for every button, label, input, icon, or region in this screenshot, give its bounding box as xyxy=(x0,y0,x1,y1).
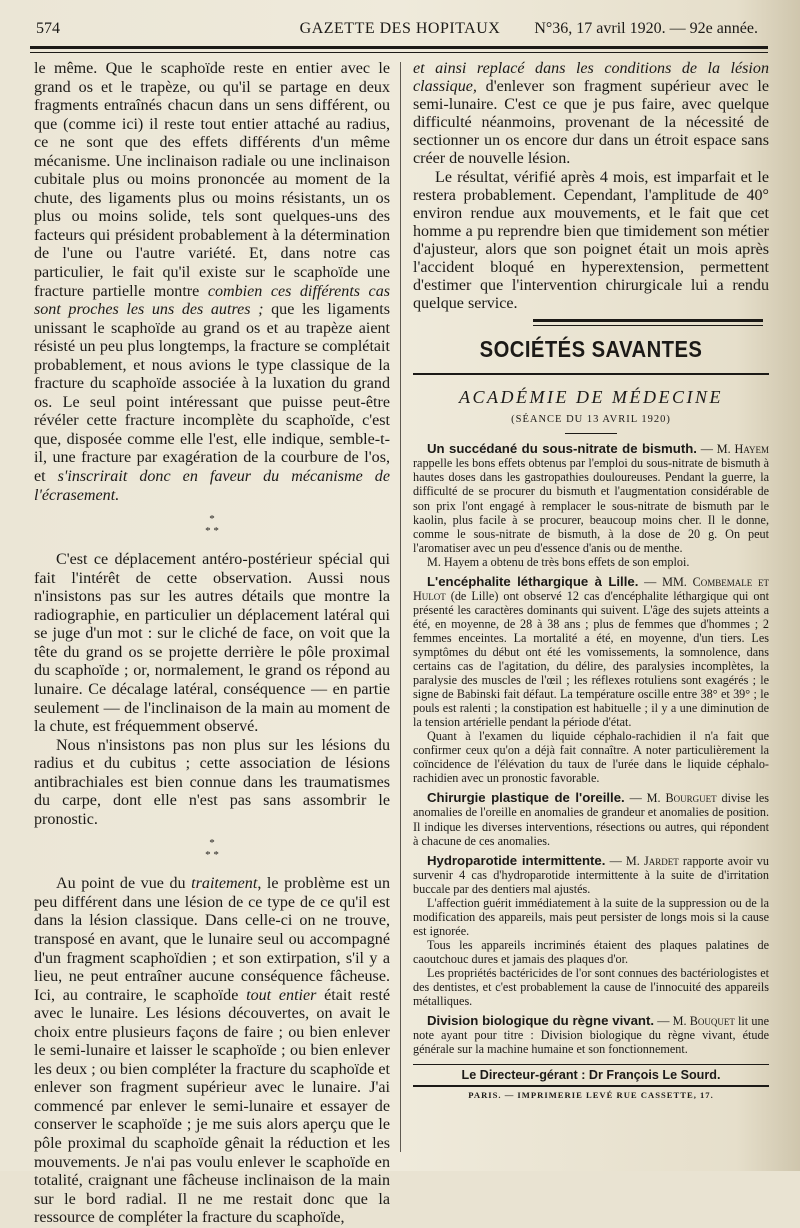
section-asterisks-1: * * * xyxy=(205,513,219,538)
footer-rule xyxy=(413,1064,769,1065)
left-column xyxy=(34,60,390,1228)
short-rule xyxy=(565,433,617,434)
item-encephalite: L'encéphalite léthargique à Lille. — MM. Combemale et Hulot (de Lille) ont observé 12 cas d'encéphalite léthargique qui ont présenté les caractères dominants qui suivent. L'âge des sujets atteints a été, en moyenne, de 28 à 38 ans ; plus de femmes que d'hommes ; 2 femmes enceintes. La mortalité a été, en moyenne, d'un tiers. Les symptômes du début ont été les vomissements, la somnolence, dans certains cas de l'agitation, du délire, des paralysies incomplètes, la paralysie des muscles de l'œil ; les réflexes rotuliens sont exagérés ; le signe de Babinski fait défaut. La température oscille entre 38° et 39° ; le pouls est ralenti ; la constipation est habituelle ; il y a une diminution de la tension artérielle pendant la période d'état. xyxy=(413,573,769,730)
page-header xyxy=(30,20,770,44)
item-author: Jardet xyxy=(643,853,679,868)
item-author: Bourguet xyxy=(665,791,717,806)
item-heading: Un succédané du sous-nitrate de bismuth. xyxy=(427,441,697,457)
section-rule-thin xyxy=(533,325,763,326)
footer-director: Le Directeur-gérant : Dr François Le Sourd. xyxy=(461,1068,721,1083)
item-division: Division biologique du règne vivant. — M. Bouquet lit une note ayant pour titre : Division biologique du règne vivant, étude générale sur la machine humaine et son fonctionnement. xyxy=(413,1013,769,1057)
item-hydroparotide-extra: L'affection guérit immédiatement à la suite de la suppression ou de la modification des appareils, mais peut persister de longs mois si la cause est ignorée. xyxy=(413,895,769,938)
left-paragraph-4: Au point de vue du traitement, le problème est un peu différent dans une lésion de ce type de ce qu'il est dans la lésion classique. Dans celle-ci on ne trouve, transposé en avant, que le lunaire seul ou accompagné d'un fragment scaphoïdien ; et son extirpation, s'il y a lieu, ne peut entraîner aucune conséquence fâcheuse. Ici, au contraire, le scaphoïde tout entier était resté avec le lunaire. Les lésions découvertes, on avait le choix entre plusieurs façons de faire ; ou bien enlever le semi-lunaire et laisser le scaphoïde ; ou bien enlever les deux ; ou bien compléter la fracture du scaphoïde et enlever son fragment supérieur avec le lunaire. J'ai commencé par enlever le semi-lunaire et essayer de conserver le scaphoïde ; je me suis alors aperçu que le pôle proximal du scaphoïde gênait la réduction et les mouvements. Je n'ai pas voulu enlever le scaphoïde en totalité, craignant une fâcheuse inclinaison de la main sur le bord radial. Il ne me restait donc que la ressource de compléter la fracture du scaphoïde, xyxy=(34,875,390,1227)
item-oreille: Chirurgie plastique de l'oreille. — M. Bourguet divise les anomalies de l'oreille en anomalies de grandeur et anomalies de position. Il indique les diverses interventions, résections ou autres, qui répondent à chacune de ces anomalies. xyxy=(413,790,770,848)
section-title-rule xyxy=(413,373,769,375)
journal-title: GAZETTE DES HOPITAUX xyxy=(299,20,501,37)
item-encephalite-extra: Quant à l'examen du liquide céphalo-rachidien il n'a fait que confirmer ceux qu'on a déjà fait connaître. A noter particulièrement la coïncidence de l'élévation du taux de l'urée dans le liquide céphalo-rachidien avec un pronostic favorable. xyxy=(413,729,769,786)
academy-title: ACADÉMIE DE MÉDECINE xyxy=(459,387,723,408)
item-author: Hayem xyxy=(734,442,769,457)
item-hydroparotide-extra2: Tous les appareils incriminés étaient des plaques palatines de caoutchouc dures et jamais des plaques d'or. xyxy=(413,937,769,966)
item-hydroparotide-extra3: Les propriétés bactéricides de l'or sont connues des bactériologistes et des dentistes, et c'est probablement la cause de l'innocuité des appareils métalliques. xyxy=(413,966,769,1009)
item-bismuth-extra: M. Hayem a obtenu de très bons effets de son emploi. xyxy=(427,554,690,569)
section-asterisks-2: * * * xyxy=(205,837,219,862)
page-number: 574 xyxy=(36,20,60,37)
left-paragraph-3: Nous n'insistons pas non plus sur les lésions du radius et du cubitus ; cette association de lésions antibrachiales est bien connue dans les traumatismes du carpe, dont elle n'est pas sans assombrir le pronostic. xyxy=(34,736,390,828)
item-heading: Division biologique du règne vivant. xyxy=(427,1013,655,1029)
right-paragraph-2: Le résultat, vérifié après 4 mois, est imparfait et le restera probablement. Cependant, l'amplitude de 40° environ rendue aux mouvements, et le fait que cet homme a pu reprendre bien que timidement son métier d'ajusteur, alors que son poignet était un mois après l'accident bloqué en hyperextension, permettent d'estimer que l'intervention chirurgicale lui a rendu quelque service. xyxy=(413,168,769,313)
issue-info: N°36, 17 avril 1920. — 92e année. xyxy=(534,20,758,37)
item-author: Bouquet xyxy=(689,1014,735,1029)
header-rule-thick xyxy=(30,46,768,49)
left-paragraph-2: C'est ce déplacement antéro-postérieur spécial qui fait l'intérêt de cette observation. Aussi nous n'insistons pas sur les autres détails que montre la radiographie, en particulier un déplacement latéral qui se juge d'un mot : sur le cliché de face, on voit que la tête du grand os se projette derrière le pôle proximal du scaphoïde ; or, normalement, le grand os répond au lunaire. Ce décalage latéral, conséquence — en partie seulement — de l'inclinaison de la main au moment de la chute, est fréquemment observé. xyxy=(34,551,390,736)
item-heading: Hydroparotide intermittente. xyxy=(427,852,606,868)
item-hydroparotide: Hydroparotide intermittente. — M. Jardet rapporte avoir vu survenir 4 cas d'hydroparotide intermittente à la suite de d'irritation buccale par des dentiers mal ajustés. xyxy=(413,852,769,896)
right-paragraph-1: et ainsi replacé dans les conditions de la lésion classique, d'enlever son fragment supérieur avec le semi-lunaire. C'est ce que je pus faire, avec quelque difficulté néanmoins, provenant de la nécessité de sectionner un os encore dur dans un étroit espace sans créer de nouvelle lésion. xyxy=(413,60,769,168)
item-author: Combemale et Hulot xyxy=(413,574,769,603)
communications-list xyxy=(413,442,769,1056)
footer-printer: PARIS. — IMPRIMERIE LEVÉ RUE CASSETTE, 17. xyxy=(468,1090,714,1101)
session-date: (SÉANCE DU 13 AVRIL 1920) xyxy=(511,414,671,426)
left-paragraph-1: le même. Que le scaphoïde reste en entier avec le grand os et le trapèze, ou qu'il se partage en deux fragments entraînés chacun dans un sens différent, ou que (comme ici) il reste tout entier attaché au radius, ce ne sont que des effets différents d'un même mécanisme. Une inclinaison radiale ou une inclinaison cubitale plus ou moins prononcée au moment de la chute, des ligaments plus ou moins résistants, un os plus ou moins solide, tels sont quelques-uns des facteurs qui président probablement à la détermination de l'une ou l'autre variété. Et, dans notre cas particulier, le fait qu'il existe sur le scaphoïde une fracture partielle montre combien ces différents cas sont proches les uns des autres ; que les ligaments unissant le scaphoïde au grand os et au trapèze aient résisté un peu plus longtemps, la fracture se complétait probablement, et nous avions le type classique de la fracture du scaphoïde associée à la luxation du grand os. Le seul point intéressant que puisse peut-être révéler cette fracture incomplète du scaphoïde, c'est que, disposée comme elle l'est, elle indique, semble-t-il, une fracture par exagération de la courbure de l'os, et s'inscrirait donc en faveur du mécanisme de l'écrasement. xyxy=(34,60,390,504)
item-bismuth: Un succédané du sous-nitrate de bismuth. — M. Hayem rappelle les bons effets obtenus par l'emploi du sous-nitrate de bismuth à hautes doses dans les gastropathies douloureuses. Pendant la guerre, la difficulté de se procurer du bismuth et l'augmentation considérable de son prix l'ont engagé à remplacer le sous-nitrate de bismuth par le kaolin, plus facile à se procurer, beaucoup moins cher. Il le donne, comme le sous-nitrate de bismuth, à la dose de 20 g. On peut l'aromatiser avec un peu d'essence d'anis ou de menthe. xyxy=(413,441,769,555)
item-heading: L'encéphalite léthargique à Lille. xyxy=(427,573,639,589)
right-column xyxy=(413,60,769,1100)
footer-rule-2 xyxy=(413,1085,769,1087)
header-rule-thin xyxy=(30,52,768,53)
item-heading: Chirurgie plastique de l'oreille. xyxy=(427,790,625,806)
section-rule-thick xyxy=(533,319,763,322)
section-title: SOCIÉTÉS SAVANTES xyxy=(479,336,703,363)
column-divider xyxy=(400,62,401,1152)
